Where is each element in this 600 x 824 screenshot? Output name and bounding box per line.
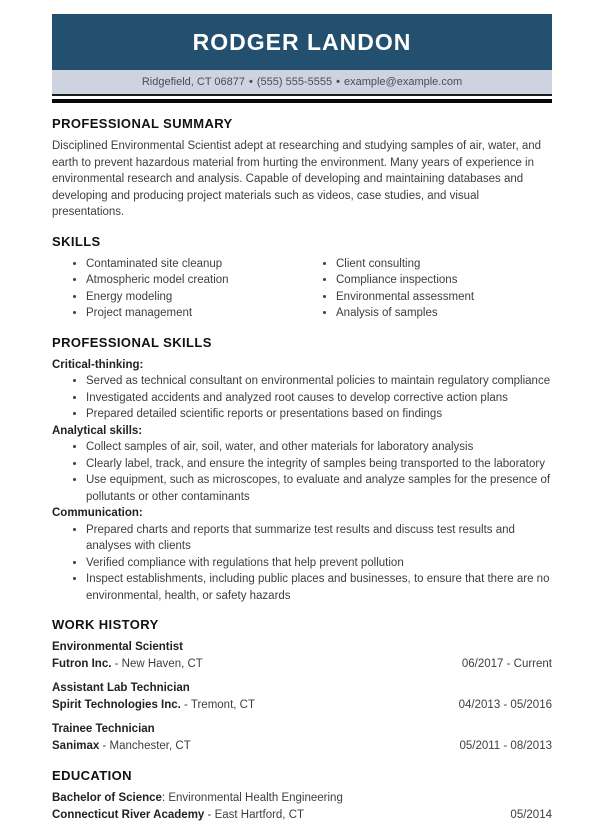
job-company [52,697,255,714]
skill-item: • Analysis of samples [336,305,552,322]
job-company-line [52,697,552,714]
skill-bullet: • Inspect establishments, including public places and businesses, to ensure that there are no environmental, health, or safety hazards [86,571,552,604]
job-company-name: Sanimax [52,740,100,752]
skill-bullet: • Prepared detailed scientific reports or presentations based on findings [86,406,552,423]
skills-column-left [52,256,302,322]
job-title: Environmental Scientist [52,641,184,653]
job-dates: 05/2011 - 08/2013 [459,740,552,752]
skill-bullet: • Use equipment, such as microscopes, to evaluate and analyze samples for the presence of pollutants or other contaminants [86,472,552,505]
skill-bullet: • Investigated accidents and analyzed root causes to develop corrective action plans [86,390,552,407]
job-dates: 06/2017 - Current [461,658,552,670]
education-heading: EDUCATION [52,768,132,783]
job-company [52,738,191,755]
skill-item: • Project management [86,305,302,322]
job-location: Tremont, CT [190,699,255,711]
job-company-line [52,738,552,755]
separator: : [161,792,169,804]
skill-item: • Energy modeling [86,289,302,306]
professional-skills-heading: PROFESSIONAL SKILLS [52,334,212,350]
skill-item: • Compliance inspections [336,272,552,289]
education-school [52,807,304,824]
skills-column-right [302,256,552,322]
header-divider-rule [52,99,552,103]
contact-band [52,70,552,96]
skill-group-label: Analytical skills: [52,424,143,437]
job-entry [52,721,552,755]
skill-group-analytical [52,423,552,506]
education-date: 05/2014 [510,809,552,821]
education-school-line [52,807,552,824]
degree-program: Environmental Health Engineering [168,792,343,804]
skill-bullet: • Verified compliance with regulations that help prevent pollution [86,555,552,572]
person-name: RODGER LANDON [192,28,412,55]
skill-bullet: • Served as technical consultant on environmental policies to maintain regulatory compliance [86,373,552,390]
job-company-name: Spirit Technologies Inc. [52,699,181,711]
contact-separator: • [336,76,340,88]
separator: - [99,740,110,752]
skill-item: • Client consulting [336,256,552,273]
job-dates: 04/2013 - 05/2016 [458,699,552,711]
skill-group-label: Communication: [52,507,143,519]
skill-group-critical-thinking [52,357,552,423]
education-degree-line [52,790,552,807]
contact-email: example@example.com [343,76,463,88]
contact-separator: • [249,76,253,88]
skills-heading: SKILLS [52,233,101,249]
job-entry [52,639,552,673]
summary-heading: PROFESSIONAL SUMMARY [52,116,233,131]
job-company-name: Futron Inc. [52,658,112,670]
skills-columns [52,256,552,322]
skill-bullet: • Collect samples of air, soil, water, and other materials for laboratory analysis [86,439,552,456]
job-entry [52,680,552,714]
job-company-line [52,656,552,673]
skill-bullet: • Prepared charts and reports that summarize test results and discuss test results and analyses with clients [86,522,552,555]
school-name: Connecticut River Academy [52,809,205,821]
skill-group-communication [52,505,552,604]
separator: - [204,809,215,821]
school-location: East Hartford, CT [214,809,305,821]
job-location: New Haven, CT [121,658,203,670]
skill-item: • Environmental assessment [336,289,552,306]
summary-paragraph: Disciplined Environmental Scientist adept at researching and studying samples of air, water, and earth to prevent hazardous material from hurting the environment. Many years of experience in environmental research and analysis. Capable of developing and maintaining databases and developing and producing project materials such as videos, case studies, and visual presentations. [52,140,542,218]
contact-phone: (555) 555-5555 [256,76,333,88]
skill-item: • Atmospheric model creation [86,272,302,289]
job-location: Manchester, CT [109,740,191,752]
skill-item: • Contaminated site cleanup [86,256,302,273]
job-company [52,656,203,673]
degree-name: Bachelor of Science [52,792,162,804]
job-title: Assistant Lab Technician [52,682,190,694]
separator: - [180,699,191,711]
work-history-heading: WORK HISTORY [52,617,159,632]
job-title: Trainee Technician [52,723,155,735]
separator: - [111,658,122,670]
skill-group-label: Critical-thinking: [52,358,144,371]
header-name-band [52,14,552,70]
contact-location: Ridgefield, CT 06877 [141,76,246,88]
skill-bullet: • Clearly label, track, and ensure the integrity of samples being transported to the laboratory [86,456,552,473]
